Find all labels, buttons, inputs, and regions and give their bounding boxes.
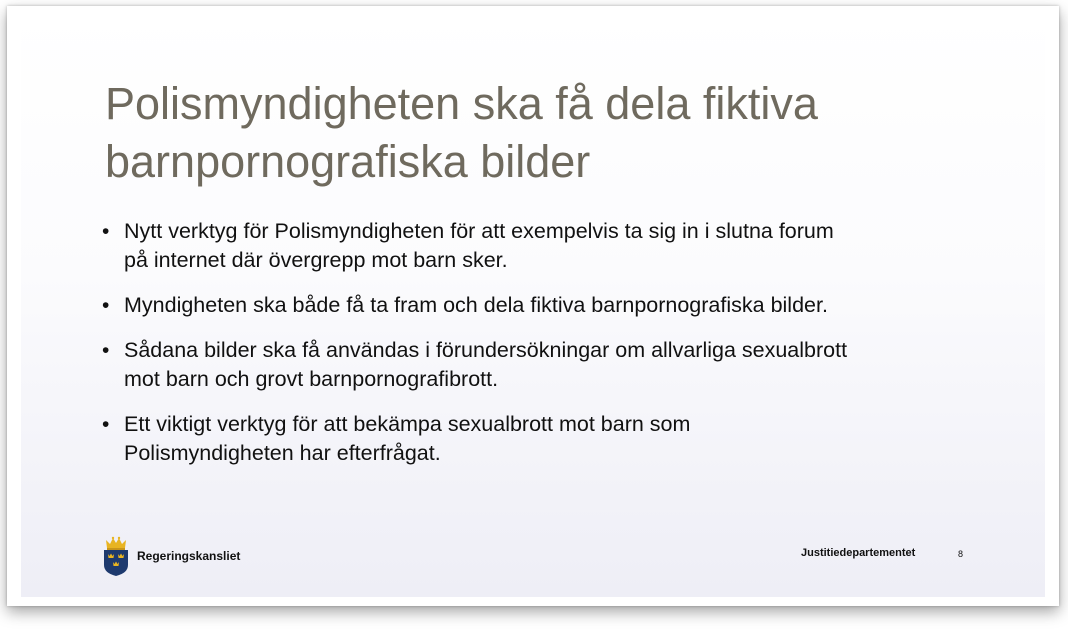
bullet-dot: •: [102, 413, 110, 436]
slide-frame: [7, 6, 1059, 606]
bullet-item: [99, 217, 959, 275]
slide-title: [105, 75, 985, 191]
bullet-text-line: Ett viktigt verktyg för att bekämpa sexualbrott mot barn som: [124, 412, 691, 436]
bullet-text-line: på internet där övergrepp mot barn sker.: [124, 248, 508, 272]
bullet-text-line: Sådana bilder ska få användas i förundersökningar om allvarliga sexualbrott: [124, 338, 848, 362]
bullet-dot: •: [102, 220, 110, 243]
three-crowns-logo-icon: [101, 535, 131, 577]
bullet-text-line: Myndigheten ska både få ta fram och dela fiktiva barnpornografiska bilder.: [124, 293, 828, 317]
slide-title-line: Polismyndigheten ska få dela fiktiva: [105, 78, 818, 129]
bullet-text-line: mot barn och grovt barnpornografibrott.: [124, 367, 499, 391]
slide-title-line: barnpornografiska bilder: [105, 136, 591, 187]
bullet-item: [99, 291, 959, 320]
bullet-text-line: Polismyndigheten har efterfrågat.: [124, 441, 441, 465]
bullet-text-line: Nytt verktyg för Polismyndigheten för att exempelvis ta sig in i slutna forum: [124, 219, 834, 243]
bullet-dot: •: [102, 339, 110, 362]
bullet-list: [99, 217, 959, 484]
footer-org-name: Regeringskansliet: [137, 549, 241, 563]
bullet-item: [99, 336, 959, 394]
bullet-dot: •: [102, 294, 110, 317]
page-number: 8: [958, 549, 964, 559]
slide: [21, 12, 1045, 597]
bullet-item: [99, 410, 959, 468]
footer-department: Justitiedepartementet: [801, 547, 916, 559]
